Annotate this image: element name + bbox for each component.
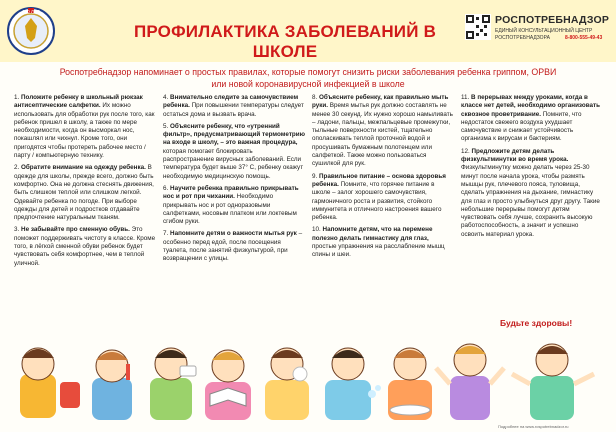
tip-item: 12. Предложите детям делать физкультминутки во время урока. Физкультминутку можно делать через 25-30 минут после начала урока, чтобы размять мышцы рук, плечевого пояса, туловища, сделать упражнения на дыхание, гимнастику для глаз и просто улыбнуться друг другу. Такие небольшие перерывы помогут детям чувствовать себя лучше, сохранить высокую работоспособность, а значит и успешно освоить материал урока.	[461, 147, 600, 238]
tip-item: 5. Объясните ребенку, что «утренний фильтр», предусматривающий термометрию на входе в школу, – это важная процедура, которая помогает блокировать распространение вирусных заболеваний. Если температура будет выше 37° С, ребенку окажут необходимую медицинскую помощь.	[163, 122, 305, 180]
child-eating-icon	[388, 348, 432, 420]
tip-item: 7. Напомните детям о важности мытья рук – особенно перед едой, после посещения туалета, после занятий физкультурой, при возвращении с улицы.	[163, 230, 303, 263]
closing-wish: Будьте здоровы!	[500, 318, 573, 328]
intro-line-1: Роспотребнадзор напоминает о простых правилах, которые помогут снизить риски заболевания ребенка гриппом, ОРВИ	[59, 67, 557, 77]
child-thermometer-icon	[92, 350, 132, 420]
intro-text	[40, 66, 576, 90]
hotline-phone: 8-800-555-49-43	[565, 35, 603, 41]
tip-item: 11. В перерывах между уроками, когда в классе нет детей, необходимо организовать сквозное проветривание. Помните, что недостаток свежего воздуха ухудшает самочувствие и снижает устойчивость организма к вирусам и бактериям.	[461, 94, 601, 143]
intro-line-2: или новой коронавирусной инфекцией в школе	[211, 79, 405, 89]
tip-item: 9. Правильное питание – основа здоровья ребенка. Помните, что горячее питание в школе – залог хорошего самочувствия, гармоничного роста и развития, стойкого иммунитета и отличного настроения вашего ребенка.	[312, 172, 446, 222]
children-illustrations	[0, 334, 616, 424]
column-1	[14, 94, 156, 272]
child-sneezing-icon	[150, 348, 196, 420]
tip-item: 4. Внимательно следите за самочувствием ребенка. При повышении температуры следует остаться дома и вызвать врача.	[163, 94, 304, 118]
child-tissue-icon	[265, 348, 309, 420]
child-exercise-icon	[436, 344, 504, 420]
column-3	[312, 94, 454, 264]
child-handwashing-icon	[325, 348, 381, 420]
brand-name: РОСПОТРЕБНАДЗОР	[495, 14, 610, 26]
brand-subtitle-1: ЕДИНЫЙ КОНСУЛЬТАЦИОННЫЙ ЦЕНТР	[495, 28, 593, 34]
rospotrebnadzor-emblem-icon	[6, 6, 56, 56]
child-backpack-icon	[20, 348, 80, 418]
footnote-link: Подробнее на www.rospotrebnadzor.ru	[498, 424, 569, 429]
child-stretching-icon	[512, 344, 594, 420]
brand-subtitle-2: РОСПОТРЕБНАДЗОРА	[495, 35, 550, 41]
emblem-label: 100 ЛЕТ	[22, 9, 40, 14]
child-reading-icon	[205, 350, 251, 420]
tip-item: 10. Напомните детям, что на перемене полезно делать гимнастику для глаз, простые упражнения на расслабление мышц спины и шеи.	[312, 226, 445, 259]
qr-code-icon	[465, 14, 491, 40]
tip-item: 1. Положите ребенку в школьный рюкзак антисептические салфетки. Их можно использовать для обработки рук после того, как ребенок пришел в школу, а также по мере необходимости, когда он высморкал нос, покашлял или чихнул. Кроме того, они пригодятся чтобы протереть рабочее место / парту / компьютерную технику.	[14, 94, 155, 160]
column-4	[461, 94, 603, 243]
tip-item: 3. Не забывайте про сменную обувь. Это поможет поддерживать чистоту в классе. Кроме того, в лёгкой сменной обуви ребенок будет чувствовать себя комфортнее, чем в теплой уличной.	[14, 226, 156, 267]
tip-item: 2. Обратите внимание на одежду ребенка. В одежде для школы, прежде всего, должно быть комфортно. Она не должна стеснять движения, быть слишком теплой или слишком легкой. Одевайте ребенка по погоде. При выборе одежды для детей и подростков отдавайте предпочтение натуральным тканям.	[14, 164, 154, 222]
column-2	[163, 94, 305, 268]
tip-item: 8. Объясните ребенку, как правильно мыть руки. Время мытья рук должно составлять не менее 30 секунд. Их нужно хорошо намыливать – ладони, пальцы, межпальцевые промежутки, тыльные поверхности кистей, тщательно ополаскивать теплой проточной водой и просушивать бумажным полотенцем или салфеткой. Также можно пользоваться сушилкой для рук.	[312, 94, 453, 168]
page-title: ПРОФИЛАКТИКА ЗАБОЛЕВАНИЙ В ШКОЛЕ	[133, 22, 437, 61]
tip-item: 6. Научите ребенка правильно прикрывать нос и рот при чихании. Необходимо прикрывать нос и рот одноразовыми салфетками, носовым платком или локтевым сгибом руки.	[163, 184, 299, 226]
